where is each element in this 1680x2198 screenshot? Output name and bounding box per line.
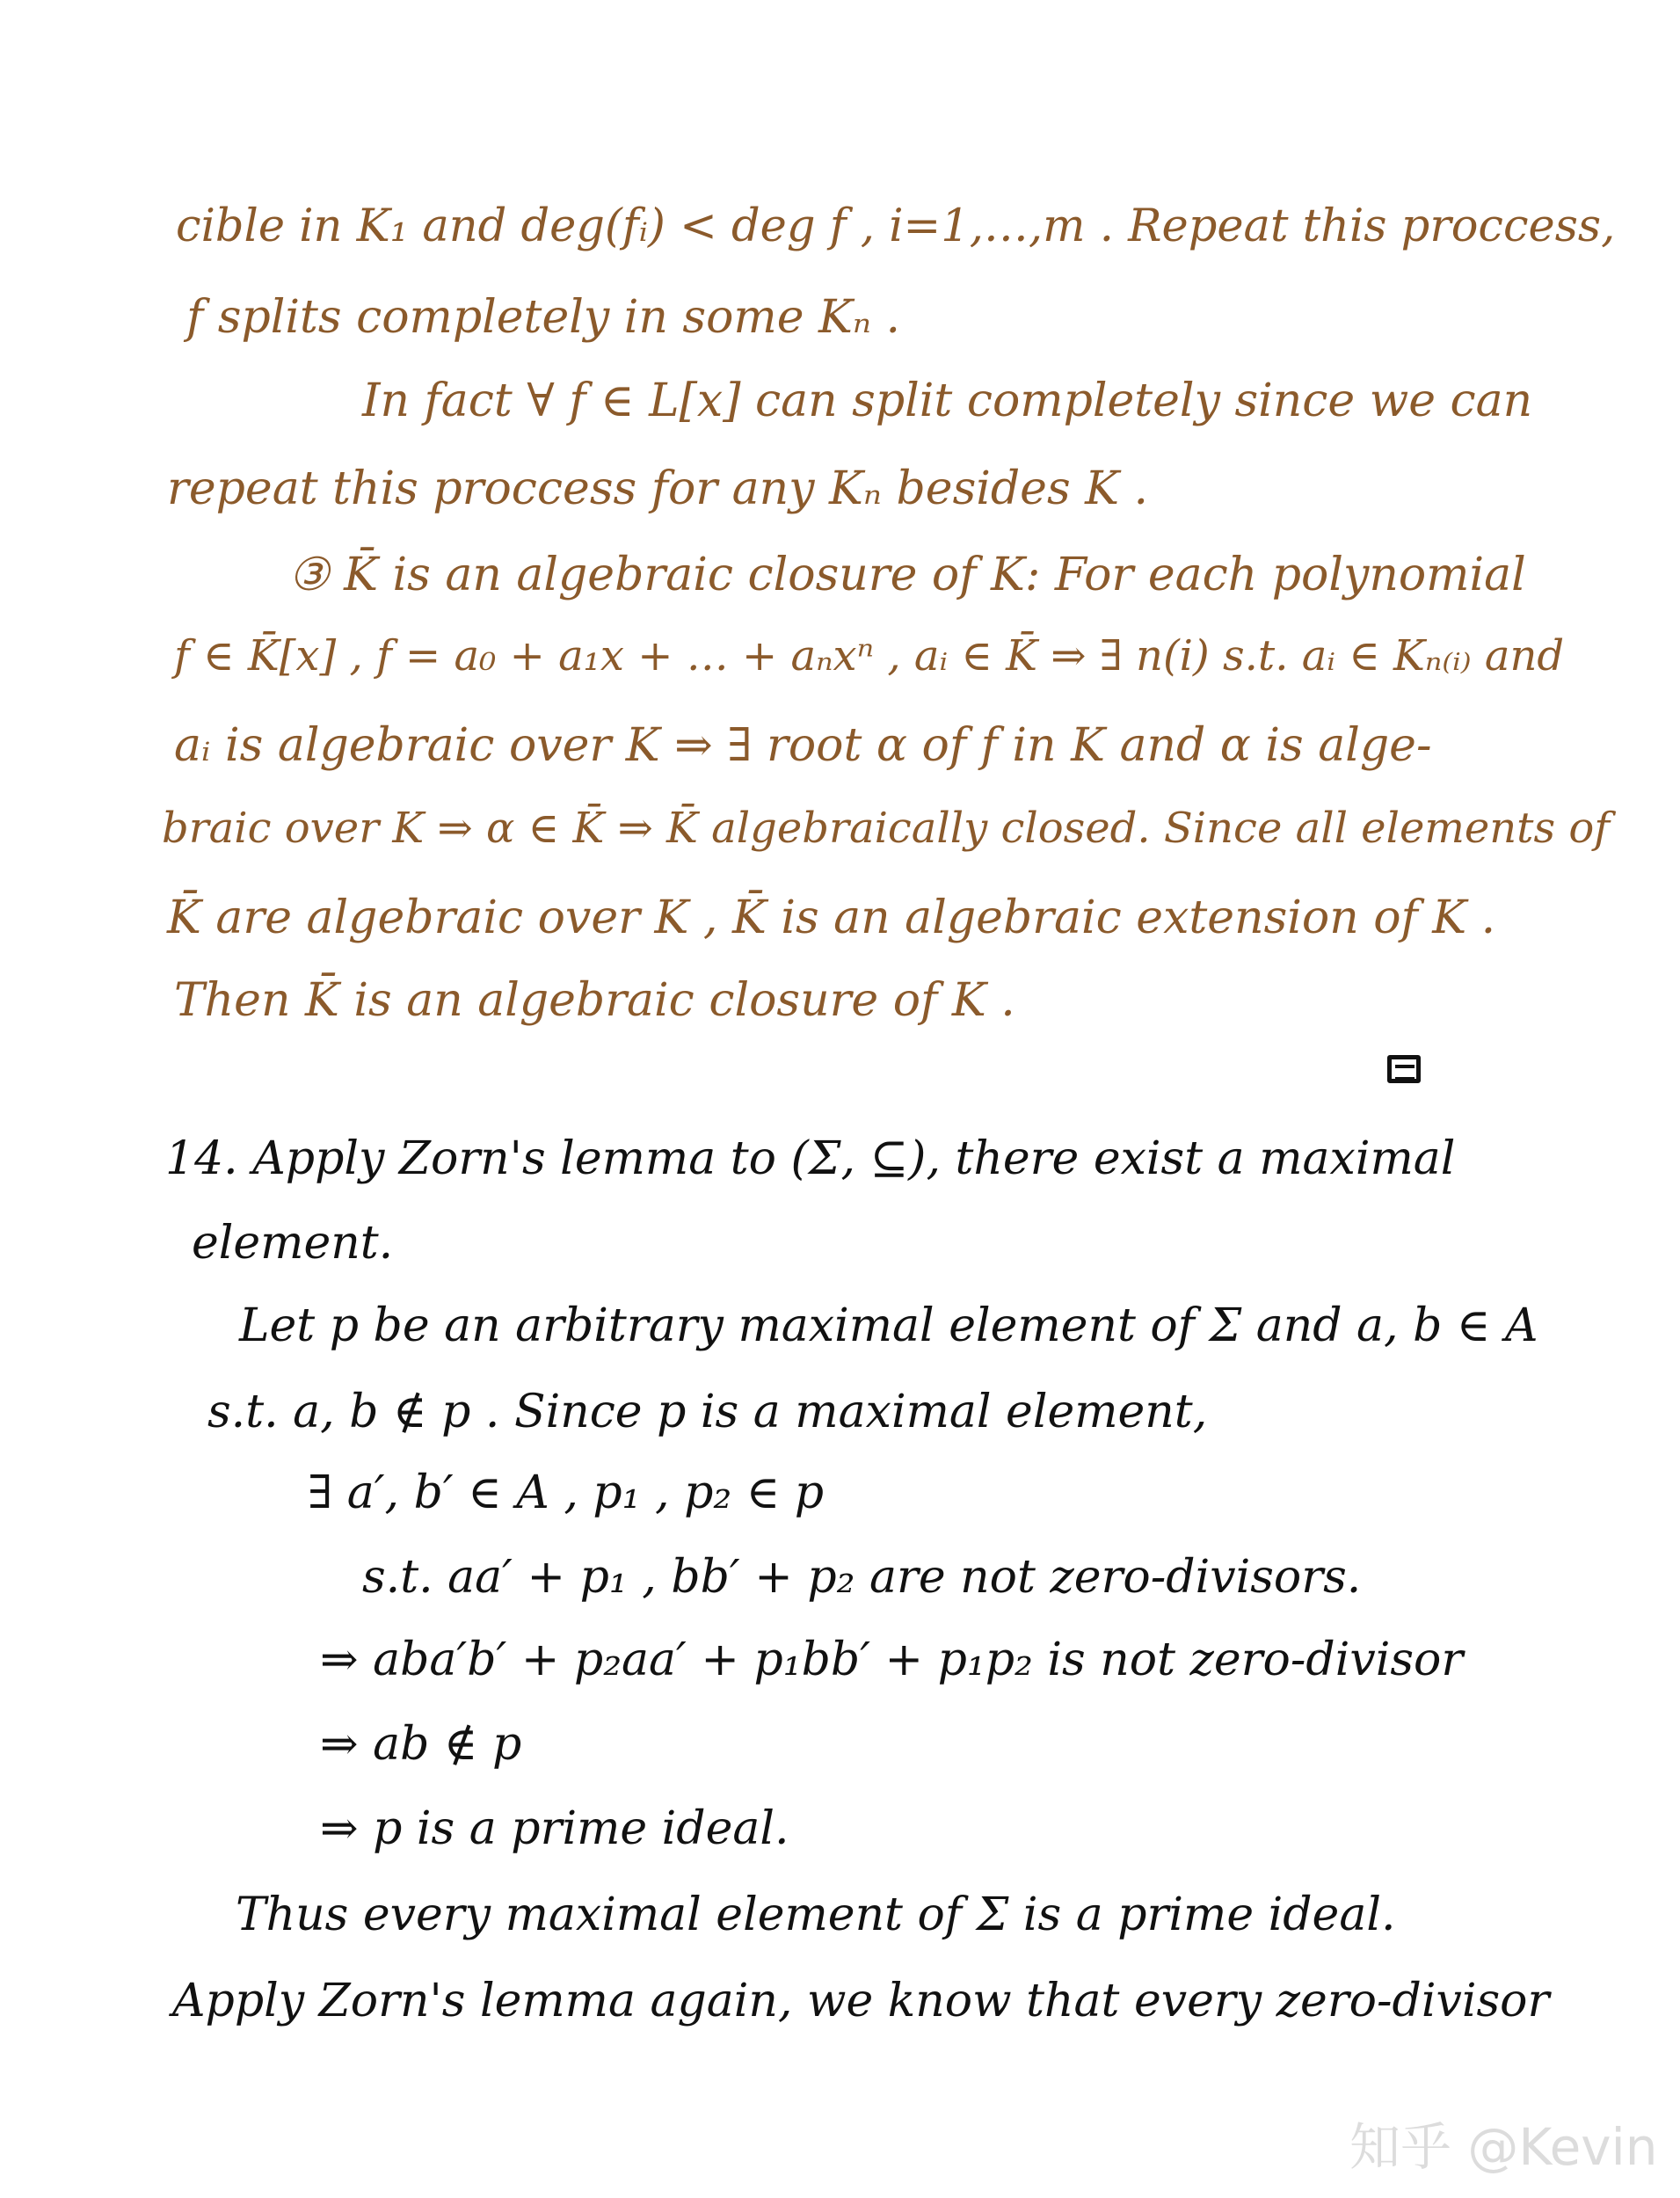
black-line-1: 14. Apply Zorn's lemma to (Σ, ⊆), there exist a maximal <box>165 1132 1456 1185</box>
brown-line-8: braic over K ⇒ α ∈ K̄ ⇒ K̄ algebraically closed. Since all elements of <box>162 804 1611 853</box>
brown-line-7: aᵢ is algebraic over K ⇒ ∃ root α of f in K and α is alge- <box>174 719 1432 772</box>
brown-line-10: Then K̄ is an algebraic closure of K . <box>174 974 1015 1027</box>
black-line-3: Let p be an arbitrary maximal element of Σ and a, b ∈ A <box>239 1299 1538 1352</box>
brown-line-3: In fact ∀ f ∈ L[x] can split completely since we can <box>362 375 1533 427</box>
brown-line-1: cible in K₁ and deg(fᵢ) < deg f , i=1,…,m . Repeat this proccess, <box>176 200 1616 252</box>
black-line-2: element. <box>192 1217 394 1270</box>
brown-line-5: ③ K̄ is an algebraic closure of K: For each polynomial <box>288 549 1526 601</box>
zhihu-watermark: 知乎 @Kevin <box>1349 2117 1658 2177</box>
black-line-7: ⇒ aba′b′ + p₂aa′ + p₁bb′ + p₁p₂ is not zero-divisor <box>320 1634 1464 1686</box>
black-line-4: s.t. a, b ∉ p . Since p is a maximal element, <box>207 1386 1208 1438</box>
black-line-8: ⇒ ab ∉ p <box>320 1718 522 1771</box>
black-line-11: Apply Zorn's lemma again, we know that every zero-divisor <box>172 1975 1550 2027</box>
brown-line-4: repeat this proccess for any Kₙ besides K . <box>167 462 1149 515</box>
end-of-proof-icon <box>1387 1055 1421 1083</box>
black-line-5: ∃ a′, b′ ∈ A , p₁ , p₂ ∈ p <box>308 1467 825 1519</box>
brown-line-9: K̄ are algebraic over K , K̄ is an algebraic extension of K . <box>167 892 1496 944</box>
black-line-6: s.t. aa′ + p₁ , bb′ + p₂ are not zero-divisors. <box>362 1551 1362 1604</box>
brown-line-6: f ∈ K̄[x] , f = a₀ + a₁x + … + aₙxⁿ , aᵢ ∈ K̄ ⇒ ∃ n(i) s.t. aᵢ ∈ Kₙ₍ᵢ₎ and <box>174 631 1565 681</box>
black-line-9: ⇒ p is a prime ideal. <box>320 1802 789 1855</box>
brown-line-2: f splits completely in some Kₙ . <box>186 291 900 344</box>
black-line-10: Thus every maximal element of Σ is a prime ideal. <box>236 1889 1396 1941</box>
